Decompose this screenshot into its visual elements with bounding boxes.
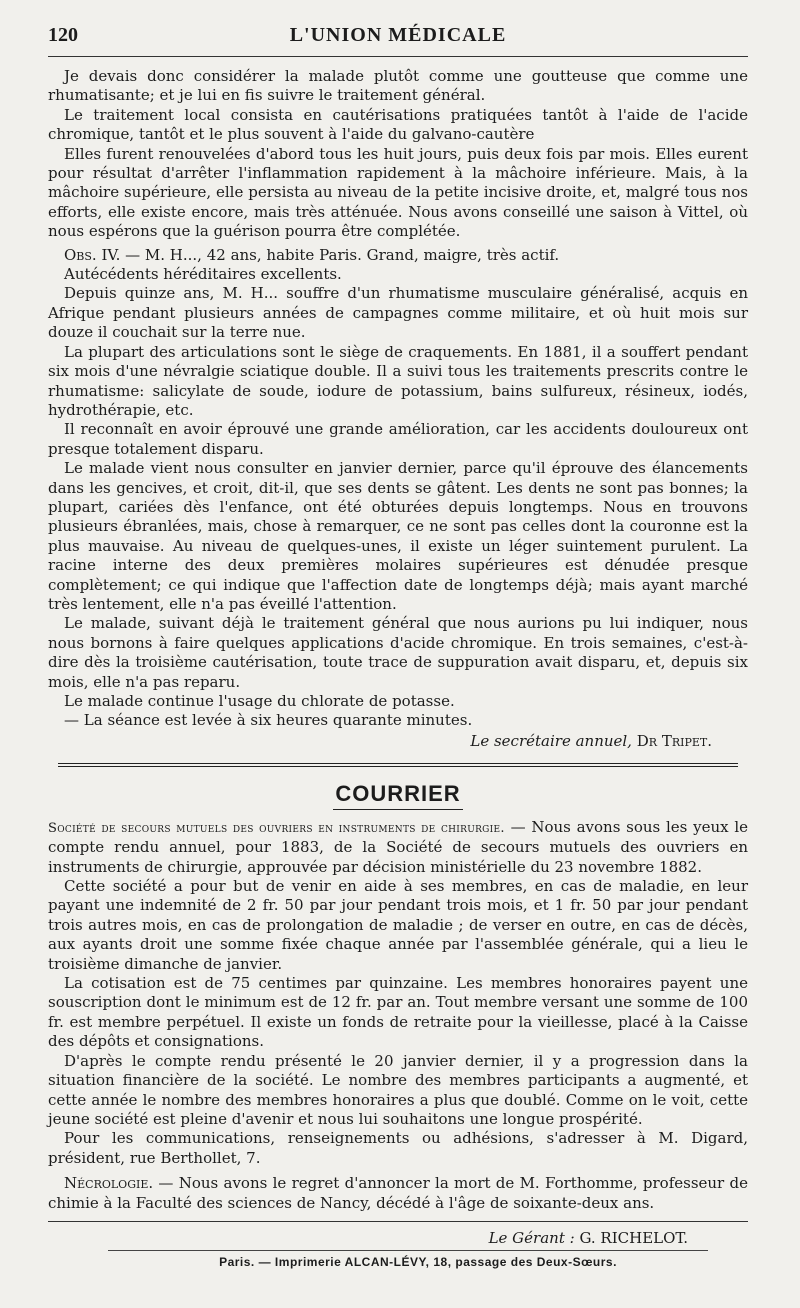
page-header	[48, 24, 748, 56]
necrologie-text: — Nous avons le regret d'annoncer la mort de M. Forthomme, professeur de chimie à la Faculté des sciences de Nancy, décédé à l'âge de soixante-deux ans.	[48, 1174, 748, 1212]
printer-rule	[108, 1250, 708, 1251]
article-paragraph: Autécédents héréditaires excellents.	[64, 265, 342, 284]
article-paragraph: La plupart des articulations sont le siège de craquements. En 1881, il a souffert pendant six mois d'une névralgie sciatique double. Il a suivi tous les traitements prescrits contre le rhumatisme: salicylate de soude, iodure de potassium, bains sulfureux, résineux, iodés, hydrothérapie, etc.	[48, 342, 748, 419]
courrier-paragraph: D'après le compte rendu présenté le 20 janvier dernier, il y a progression dans la situation financière de la société. Le nombre des membres participants a augmenté, et cette année le nombre des membres honoraires a plus que doublé. Comme on le voit, cette jeune société est pleine d'avenir et nous lui souhaitons une longue prospérité.	[48, 1051, 748, 1128]
article-paragraph: Il reconnaît en avoir éprouvé une grande amélioration, car les accidents douloureux ont presque totalement disparu.	[48, 420, 748, 458]
society-paragraph	[48, 818, 748, 877]
courrier-body	[48, 818, 748, 1213]
article-paragraph: — La séance est levée à six heures quarante minutes.	[64, 711, 473, 730]
section-divider	[58, 763, 738, 769]
printer-line: Paris. — Imprimerie ALCAN-LÉVY, 18, passage des Deux-Sœurs.	[219, 1254, 617, 1269]
gerant-name: G. RICHELOT.	[579, 1228, 688, 1247]
article-paragraph: Le traitement local consista en cautérisations pratiquées tantôt à l'aide de l'acide chromique, tantôt et le plus souvent à l'aide du galvano-cautère	[48, 105, 748, 144]
article-paragraph: Elles furent renouvelées d'abord tous les huit jours, puis deux fois par mois. Elles eurent pour résultat d'arrêter l'inflammation rapidement à la mâchoire inférieure. Mais, à la mâchoire supérieure, elle persista au niveau de la petite incisive droite, et, malgré tous nos efforts, elle existe encore, mais très atténuée. Nous avons conseillé une saison à Vittel, où nous espérons que la guérison pourra être complétée.	[48, 144, 748, 241]
courrier-paragraph: La cotisation est de 75 centimes par quinzaine. Les membres honoraires payent une souscription dont le minimum est de 12 fr. par an. Tout membre versant une somme de 100 fr. est membre perpétuel. Il existe un fonds de retraite pour la vieillesse, placé à la Caisse des dépôts et consignations.	[48, 974, 748, 1051]
article-paragraph: Le malade, suivant déjà le traitement général que nous aurions pu lui indiquer, nous nous bornons à faire quelques applications d'acide chromique. En trois semaines, c'est-à-dire dès la troisième cautérisation, toute trace de suppuration avait disparu, et, depuis six mois, elle n'a pas reparu.	[48, 614, 748, 691]
signature-role: Le secrétaire annuel,	[470, 731, 632, 750]
article-paragraph: Je devais donc considérer la malade plutôt comme une goutteuse que comme une rhumatisante; et je lui en fis suivre le traitement général.	[48, 67, 748, 105]
observation-text: — M. H..., 42 ans, habite Paris. Grand, maigre, très actif.	[120, 245, 560, 264]
article-paragraph: Depuis quinze ans, M. H... souffre d'un rhumatisme musculaire généralisé, acquis en Afrique pendant plusieurs années de campagnes comme militaire, et où huit mois sur douze il couchait sur la terre nue.	[48, 284, 748, 342]
page-number: 120	[48, 24, 78, 46]
necrologie-paragraph	[48, 1174, 748, 1213]
signature-name: Dr Tripet.	[636, 731, 712, 750]
necrologie-label: Nécrologie.	[64, 1174, 154, 1193]
article-paragraph: Le malade continue l'usage du chlorate de potasse.	[64, 692, 455, 710]
observation-paragraph	[48, 246, 748, 265]
footer-rule	[48, 1221, 748, 1222]
courrier-title: COURRIER	[335, 780, 461, 806]
header-rule	[48, 56, 748, 57]
article-body	[48, 67, 748, 751]
journal-title: L'UNION MÉDICALE	[289, 24, 507, 46]
courrier-title-underline	[333, 809, 463, 810]
society-heading: Société de secours mutuels des ouvriers en instruments de chirurgie.	[48, 820, 505, 836]
gerant-line	[48, 1228, 688, 1248]
observation-label: Obs. IV.	[64, 245, 121, 264]
gerant-label: Le Gérant :	[488, 1228, 575, 1247]
courrier-paragraph: Pour les communications, renseignements ou adhésions, s'adresser à M. Digard, président, rue Berthollet, 7.	[48, 1129, 748, 1167]
courrier-paragraph: Cette société a pour but de venir en aide à ses membres, en cas de maladie, en leur payant une indemnité de 2 fr. 50 par jour pendant trois mois, et 1 fr. 50 par jour pendant trois autres mois, en cas de prolongation de maladie ; de verser en outre, en cas de décès, aux ayants droit une somme fixée chaque année par l'assemblée générale, qui a lieu le troisième dimanche de janvier.	[48, 877, 748, 973]
society-text: — Nous avons sous les yeux le compte rendu annuel, pour 1883, de la Société de secours mutuels des ouvriers en instruments de chirurgie, approuvée par décision ministérielle du 23 novembre 1882.	[48, 817, 748, 876]
article-paragraph: Le malade vient nous consulter en janvier dernier, parce qu'il éprouve des élancements dans les gencives, et croit, dit-il, que ses dents se gâtent. Les dents ne sont pas bonnes; la plupart, cariées dès l'enfance, ont été obturées depuis longtemps. Nous en trouvons plusieurs ébranlées, mais, chose à remarquer, ce ne sont pas celles dont la couronne est la plus mauvaise. Au niveau de quelques-unes, il existe un léger suintement purulent. La racine interne des deux premières molaires supérieures est dénudée presque complètement; ce qui indique que l'affection date de longtemps déjà; mais ayant marché très lentement, elle n'a pas éveillé l'attention.	[48, 459, 748, 613]
signature	[48, 731, 712, 751]
